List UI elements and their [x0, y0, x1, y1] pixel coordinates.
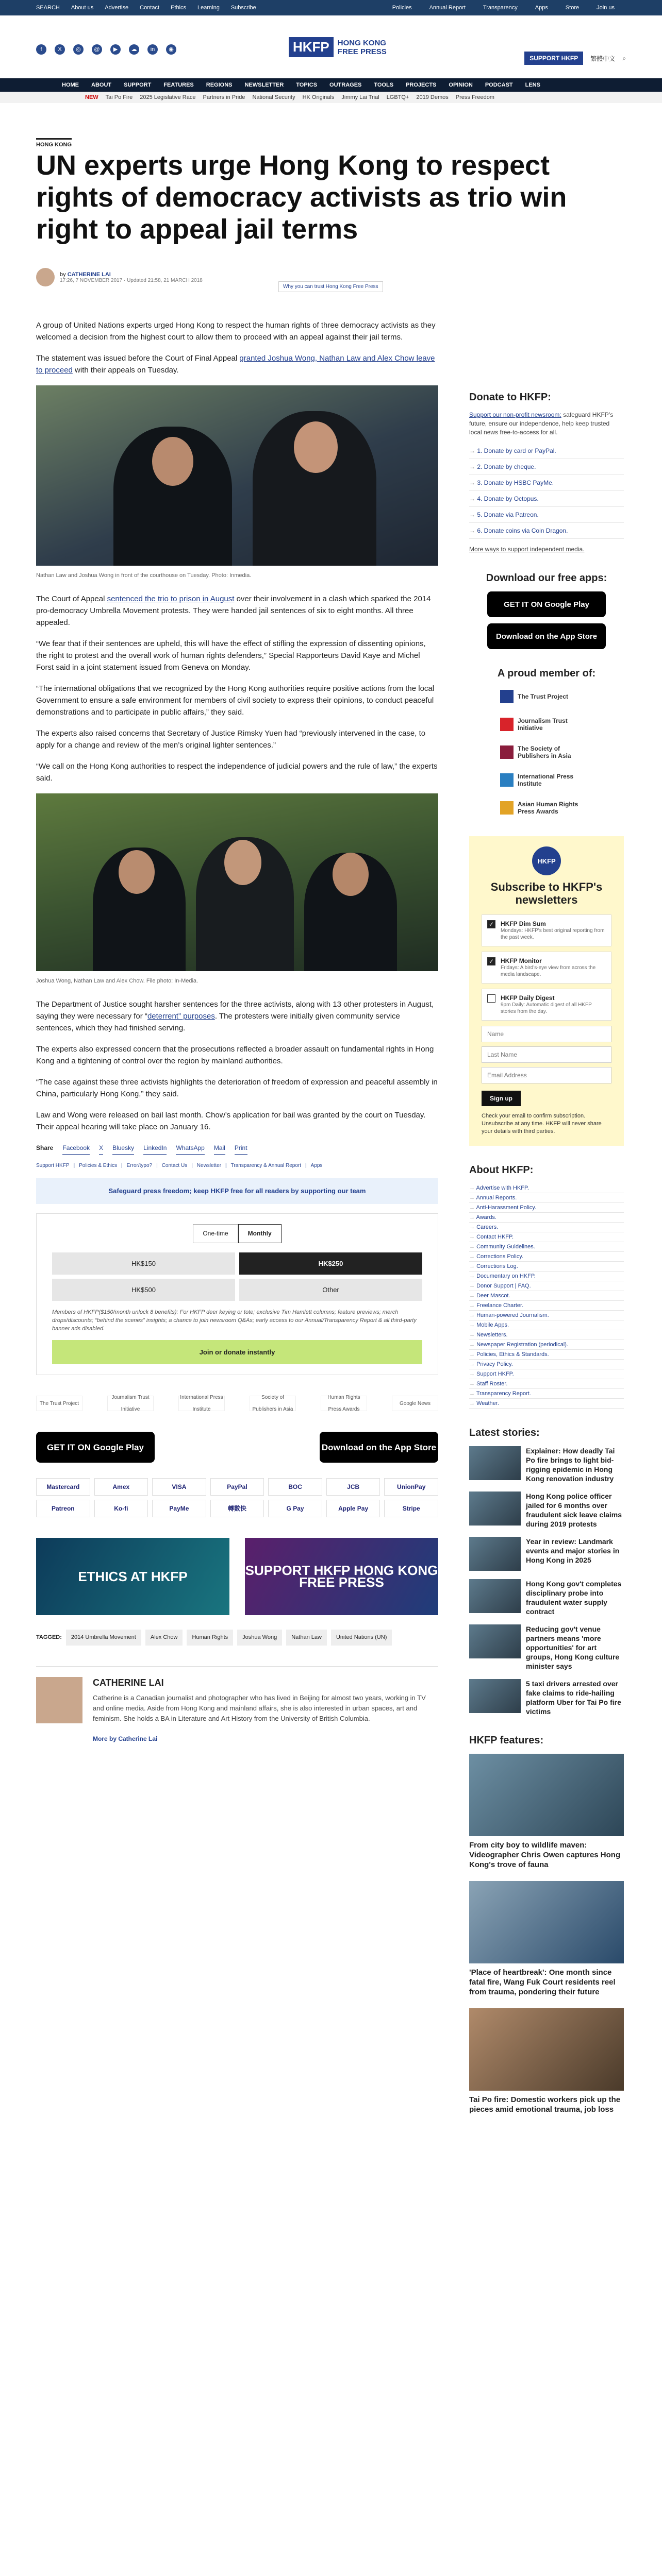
member-logo[interactable]: [500, 687, 593, 706]
donate-option[interactable]: → 1. Donate by card or PayPal.: [469, 443, 624, 459]
story-title[interactable]: Hong Kong gov't completes disciplinary probe into fraudulent water supply contract: [526, 1580, 622, 1616]
support-banner[interactable]: Safeguard press freedom; keep HKFP free for all readers by supporting our team: [36, 1178, 438, 1204]
sub-navigation: [0, 92, 662, 103]
share-x[interactable]: X: [99, 1142, 103, 1155]
nav-item[interactable]: SUPPORT: [124, 82, 152, 88]
facebook-icon[interactable]: f: [36, 44, 46, 55]
sidebar-heading: Latest stories:: [469, 1427, 540, 1438]
topbar-item[interactable]: About us: [71, 5, 94, 11]
paragraph: “The case against these three activists highlights the deterioration of freedom of expression and peaceful assembly in China, particularly Hong Kong,” they said.: [36, 1078, 438, 1098]
feature-title[interactable]: From city boy to wildlife maven: Videographer Chris Owen captures Hong Kong's trove of fauna: [469, 1841, 621, 1869]
option-name: HKFP Monitor: [501, 957, 542, 964]
about-link[interactable]: → Mobile Apps.: [469, 1320, 624, 1330]
nav-item[interactable]: REGIONS: [206, 82, 233, 88]
inline-link[interactable]: sentenced the trio to prison in August: [107, 595, 235, 603]
topbar-item[interactable]: Advertise: [105, 5, 129, 11]
option-name: HKFP Daily Digest: [501, 994, 555, 1002]
member-logo-mark: [500, 745, 514, 759]
latest-story[interactable]: [469, 1446, 624, 1483]
threads-icon[interactable]: @: [92, 44, 102, 55]
paragraph: The experts also expressed concern that the prosecutions reflected a broader assault on fundamental rights in Hong Kong and a tightening of control over the region by mainland authorities.: [36, 1045, 434, 1065]
paragraph: The experts also raised concerns that Secretary of Justice Rimsky Yuen had “previously intervened in the case, to apply for a change and review of the men’s original lighter sentences.”: [36, 729, 426, 750]
signup-button[interactable]: Sign up: [482, 1091, 521, 1106]
site-logo[interactable]: [289, 37, 387, 57]
option-name: HKFP Dim Sum: [501, 920, 546, 927]
nav-item[interactable]: LENS: [525, 82, 540, 88]
member-logo-text: The Trust Project: [518, 693, 569, 700]
nav-item[interactable]: HOME: [62, 82, 79, 88]
section-tag[interactable]: HONG KONG: [36, 138, 72, 148]
topbar-item[interactable]: SEARCH: [36, 5, 60, 11]
sidebar-heading: HKFP features:: [469, 1735, 544, 1746]
trust-link[interactable]: Why you can trust Hong Kong Free Press: [278, 281, 383, 292]
about-link[interactable]: → Staff Roster.: [469, 1379, 624, 1389]
sidebar-heading: Donate to HKFP:: [469, 392, 551, 403]
article-headline: UN experts urge Hong Kong to respect rights of democracy activists as trio win right to appeal jail terms: [36, 150, 567, 245]
nav-item[interactable]: TOPICS: [296, 82, 318, 88]
article-photo: [36, 793, 438, 971]
amount-option-selected[interactable]: HK$250: [239, 1252, 422, 1275]
story-thumbnail: [469, 1492, 521, 1526]
newsletter-note: Check your email to confirm subscription. Unsubscribe at any time. HKFP will never share your details with third parties.: [482, 1113, 602, 1134]
promo-support[interactable]: SUPPORT HKFP HONG KONG FREE PRESS: [245, 1538, 438, 1615]
subnav-item[interactable]: Tai Po Fire: [105, 94, 133, 100]
about-link[interactable]: → Policies, Ethics & Standards.: [469, 1350, 624, 1360]
payment-logo[interactable]: Amex: [94, 1478, 148, 1496]
newsletter-logo: HKFP: [532, 846, 561, 875]
about-link[interactable]: → Annual Reports.: [469, 1193, 624, 1203]
text: The Court of Appeal: [36, 595, 107, 603]
support-button[interactable]: SUPPORT HKFP: [524, 52, 583, 65]
text: safeguard HKFP’s future, ensure our independence, help keep trusted local news free-to-access for all.: [469, 411, 614, 436]
option-desc: 9pm Daily: Automatic digest of all HKFP stories from the day.: [501, 1002, 592, 1014]
subnav-item[interactable]: National Security: [252, 94, 295, 100]
byline-text: [60, 272, 203, 283]
paragraph: [36, 593, 438, 629]
donate-option[interactable]: → 5. Donate via Patreon.: [469, 507, 624, 523]
top-utility-bar: [0, 0, 662, 15]
membership-note: Members of HKFP($150/month unlock 8 benefits): For HKFP deer keying or tote; exclusive Tim Hamlett columns; feature previews; merch drops/discounts; “behind the scenes” insights; a chance to join newsroom Q&As; early access to our Annual/Transparency Report & all third-party banner ads disabled.: [52, 1309, 417, 1332]
latest-stories: [469, 1427, 624, 1716]
article-body: [36, 319, 438, 1745]
latest-story[interactable]: [469, 1579, 624, 1616]
partner-logo[interactable]: Human Rights Press Awards: [321, 1396, 367, 1411]
payment-logo[interactable]: VISA: [152, 1478, 206, 1496]
sidebar: [469, 392, 624, 2133]
text: . The protesters were initially given community service sentences, which they had finished serving.: [36, 1012, 400, 1032]
logo-text-line: FREE PRESS: [337, 47, 387, 56]
text: with their appeals on Tuesday.: [72, 366, 179, 375]
topbar-right-item[interactable]: Annual Report: [429, 5, 466, 11]
option-desc: Fridays: A bird's-eye view from across the media landscape.: [501, 965, 596, 977]
publish-date: 17:26, 7 NOVEMBER 2017 · Updated 21:58, 21 MARCH 2018: [60, 277, 203, 283]
payment-logo[interactable]: Patreon: [36, 1500, 90, 1517]
story-thumbnail: [469, 1537, 521, 1571]
story-thumbnail: [469, 1624, 521, 1658]
payment-logo[interactable]: UnionPay: [384, 1478, 438, 1496]
author-photo[interactable]: [36, 1677, 82, 1723]
payment-logo[interactable]: 轉數快: [210, 1500, 264, 1517]
subnav-item[interactable]: Press Freedom: [455, 94, 494, 100]
more-by-author-link[interactable]: More by Catherine Lai: [93, 1735, 158, 1742]
new-badge: NEW: [85, 94, 98, 100]
nav-item[interactable]: PROJECTS: [406, 82, 437, 88]
byline: [36, 268, 203, 286]
amount-option[interactable]: HK$150: [52, 1252, 235, 1275]
subnav-item[interactable]: 2019 Demos: [416, 94, 449, 100]
partner-logos: [36, 1396, 438, 1411]
latest-story[interactable]: [469, 1492, 624, 1529]
member-logo[interactable]: [500, 715, 593, 734]
about-link[interactable]: → Awards.: [469, 1213, 624, 1223]
about-link[interactable]: → Advertise with HKFP.: [469, 1183, 624, 1193]
tag[interactable]: Nathan Law: [286, 1630, 327, 1646]
site-header: [0, 15, 662, 78]
about-link[interactable]: → Donor Support | FAQ.: [469, 1281, 624, 1291]
donate-section: [469, 392, 624, 554]
bluesky-icon[interactable]: ☁: [129, 44, 139, 55]
share-facebook[interactable]: Facebook: [62, 1142, 90, 1155]
tag[interactable]: 2014 Umbrella Movement: [66, 1630, 141, 1646]
payment-logo[interactable]: BOC: [268, 1478, 322, 1496]
member-section: [469, 668, 624, 818]
topbar-right-item[interactable]: Join us: [597, 5, 615, 11]
member-logo[interactable]: [500, 770, 593, 790]
support-link[interactable]: Policies & Ethics: [79, 1163, 118, 1168]
about-link[interactable]: → Weather.: [469, 1399, 624, 1409]
newsletter-option[interactable]: [482, 952, 611, 984]
member-logo-mark: [500, 690, 514, 703]
option-text: [501, 920, 606, 941]
join-button[interactable]: Join or donate instantly: [52, 1340, 422, 1364]
feature-image[interactable]: [469, 2008, 624, 2091]
toggle-one-time[interactable]: One-time: [193, 1224, 238, 1243]
last-name-input[interactable]: [482, 1046, 611, 1063]
author-link[interactable]: CATHERINE LAI: [67, 271, 111, 278]
text: over their involvement in a clash which sparked the 2014 pro-democracy Umbrella Movement protests. They were handed jail sentences of six to eight months. All three appealed.: [36, 595, 431, 627]
nav-item[interactable]: PODCAST: [485, 82, 513, 88]
support-link[interactable]: Contact Us: [161, 1163, 188, 1168]
paragraph: A group of United Nations experts urged Hong Kong to respect the human rights of three democracy activists as they welcomed a decision from the highest court to allow them to proceed with an appeal against their jail terms.: [36, 321, 436, 342]
about-link[interactable]: → Newsletters.: [469, 1330, 624, 1340]
share-linkedin[interactable]: LinkedIn: [143, 1142, 167, 1155]
amount-option[interactable]: Other: [239, 1279, 422, 1301]
toggle-monthly[interactable]: Monthly: [238, 1224, 282, 1243]
frequency-toggle: [52, 1224, 422, 1243]
support-links: Support HKFP | Policies & Ethics | Error/typo? | Contact Us | Newsletter | Transparency & Annual Report | Apps: [36, 1160, 438, 1172]
about-link[interactable]: → Freelance Charter.: [469, 1301, 624, 1311]
newsletter-option[interactable]: [482, 989, 611, 1021]
story-thumbnail: [469, 1679, 521, 1713]
share-bluesky[interactable]: Bluesky: [112, 1142, 134, 1155]
member-logo-text: Journalism Trust Initiative: [518, 717, 568, 732]
linkedin-icon[interactable]: in: [147, 44, 158, 55]
newsletter-option[interactable]: [482, 914, 611, 946]
donate-option[interactable]: → 4. Donate by Octopus.: [469, 491, 624, 507]
amount-option[interactable]: HK$500: [52, 1279, 235, 1301]
app-store-badge[interactable]: Download on the App Store: [487, 623, 606, 649]
donate-intro-link[interactable]: Support our non-profit newsroom:: [469, 411, 561, 418]
tag[interactable]: Alex Chow: [145, 1630, 183, 1646]
payment-logo[interactable]: JCB: [326, 1478, 380, 1496]
amount-options: [52, 1252, 422, 1301]
topbar-right-item[interactable]: Policies: [392, 5, 412, 11]
checkbox-icon[interactable]: [487, 994, 495, 1003]
payment-logo[interactable]: Apple Pay: [326, 1500, 380, 1517]
tags-label: TAGGED:: [36, 1634, 62, 1640]
photo-face: [224, 840, 261, 885]
about-link[interactable]: → Community Guidelines.: [469, 1242, 624, 1252]
share-mail[interactable]: Mail: [214, 1142, 225, 1155]
header-actions: [524, 52, 626, 65]
about-section: [469, 1164, 624, 1409]
article-photo: [36, 385, 438, 566]
photo-face: [119, 850, 155, 894]
photo-face: [333, 853, 369, 896]
donate-option[interactable]: → 3. Donate by HSBC PayMe.: [469, 475, 624, 491]
member-logo[interactable]: [500, 798, 593, 818]
story-thumbnail: [469, 1579, 521, 1613]
story-title[interactable]: 5 taxi drivers arrested over fake claims to ride-hailing platform Uber for Tai Po fire victims: [526, 1680, 621, 1716]
donate-widget: [36, 1213, 438, 1375]
first-name-input[interactable]: [482, 1026, 611, 1042]
logo-text: [338, 39, 387, 56]
share-whatsapp[interactable]: WhatsApp: [176, 1142, 204, 1155]
paragraph: “We call on the Hong Kong authorities to respect the independence of judicial powers and the rule of law,” the experts said.: [36, 762, 438, 783]
feature-image[interactable]: [469, 1881, 624, 1963]
latest-story[interactable]: [469, 1624, 624, 1671]
nav-item[interactable]: TOOLS: [374, 82, 394, 88]
google-play-badge[interactable]: GET IT ON Google Play: [36, 1432, 155, 1463]
about-link[interactable]: → Corrections Log.: [469, 1262, 624, 1272]
newsletter-signup: [469, 836, 624, 1146]
topbar-item[interactable]: Subscribe: [230, 5, 256, 11]
text: The statement was issued before the Court of Final Appeal: [36, 354, 240, 363]
topbar-right: [392, 5, 626, 11]
nav-item[interactable]: OPINION: [449, 82, 473, 88]
latest-story[interactable]: [469, 1537, 624, 1571]
logo-text-line: HONG KONG: [337, 38, 386, 47]
about-link[interactable]: → Contact HKFP.: [469, 1232, 624, 1242]
topbar-item[interactable]: Contact: [140, 5, 160, 11]
about-link[interactable]: → Newspaper Registration (periodical).: [469, 1340, 624, 1350]
x-icon[interactable]: X: [55, 44, 65, 55]
member-logo[interactable]: [500, 742, 593, 762]
about-link[interactable]: → Careers.: [469, 1223, 624, 1232]
support-link[interactable]: Apps: [310, 1163, 323, 1168]
sidebar-heading: Download our free apps:: [486, 572, 607, 584]
photo-background: [36, 385, 438, 566]
payment-logo[interactable]: PayPal: [210, 1478, 264, 1496]
payment-methods: [36, 1478, 438, 1517]
checkbox-checked-icon[interactable]: ✓: [487, 920, 495, 928]
paragraph: [36, 998, 438, 1034]
paragraph: “The international obligations that we recognized by the Hong Kong authorities require positive actions from the local Government to ensure a safe environment for members of civil society to express their opinions, to conduct peaceful demonstrations and to participate in public affairs,” they said.: [36, 684, 435, 717]
payment-logo[interactable]: Mastercard: [36, 1478, 90, 1496]
text: The Department of Justice sought harsher sentences for the three activists, along with 13 other protesters in August, saying they were necessary for “: [36, 1000, 434, 1021]
story-thumbnail: [469, 1446, 521, 1480]
member-logo-text: The Society of Publishers in Asia: [518, 745, 571, 759]
about-link[interactable]: → Support HKFP.: [469, 1369, 624, 1379]
member-logo-mark: [500, 801, 514, 815]
sidebar-heading: A proud member of:: [497, 668, 596, 679]
donate-option[interactable]: → 2. Donate by cheque.: [469, 459, 624, 475]
about-link[interactable]: → Documentary on HKFP.: [469, 1272, 624, 1281]
app-store-badges: [36, 1432, 438, 1463]
about-link[interactable]: → Privacy Policy.: [469, 1360, 624, 1369]
rss-icon[interactable]: ◉: [166, 44, 176, 55]
features-section: [469, 1735, 624, 2114]
checkbox-checked-icon[interactable]: ✓: [487, 957, 495, 965]
nav-item[interactable]: ABOUT: [91, 82, 112, 88]
apps-section: [469, 572, 624, 649]
feature-image[interactable]: [469, 1754, 624, 1836]
promo-banners: [36, 1538, 438, 1615]
author-name[interactable]: CATHERINE LAI: [93, 1677, 164, 1688]
language-link[interactable]: 繁體中文: [590, 55, 616, 62]
subnav-item[interactable]: Partners in Pride: [203, 94, 245, 100]
share-bar: [36, 1142, 438, 1155]
story-title[interactable]: Explainer: How deadly Tai Po fire brings to light bid-rigging epidemic in Hong Kong renovation industry: [526, 1447, 615, 1483]
share-label: Share: [36, 1144, 54, 1151]
photo-caption: Joshua Wong, Nathan Law and Alex Chow. File photo: In-Media.: [36, 978, 198, 984]
member-logo-text: Asian Human Rights Press Awards: [518, 801, 578, 815]
photo-caption: Nathan Law and Joshua Wong in front of the courthouse on Tuesday. Photo: Inmedia.: [36, 572, 252, 579]
about-link[interactable]: → Corrections Policy.: [469, 1252, 624, 1262]
donate-option[interactable]: → 6. Donate coins via Coin Dragon.: [469, 523, 624, 539]
tag[interactable]: Human Rights: [187, 1630, 233, 1646]
option-text: [501, 957, 606, 978]
feature-title[interactable]: Tai Po fire: Domestic workers pick up the pieces amid emotional trauma, job loss: [469, 2095, 621, 2114]
latest-story[interactable]: [469, 1679, 624, 1716]
nav-item[interactable]: FEATURES: [163, 82, 194, 88]
nav-item[interactable]: OUTRAGES: [329, 82, 362, 88]
about-link[interactable]: → Transparency Report.: [469, 1389, 624, 1399]
about-link[interactable]: → Human-powered Journalism.: [469, 1311, 624, 1320]
search-icon[interactable]: ⌕: [622, 54, 626, 62]
partner-logo[interactable]: The Trust Project: [36, 1396, 82, 1411]
subnav-item[interactable]: Jimmy Lai Trial: [341, 94, 379, 100]
author-bio: Catherine is a Canadian journalist and photographer who has lived in Beijing for almost two years, working in TV and online media. Aside from Hong Kong and mainland affairs, she is also interested in urban spaces, art and feminism. She holds a BA in Literature and Art History from the University of British Columbia.: [93, 1694, 426, 1722]
story-title[interactable]: Reducing gov't venue partners means 'more opportunities' for art groups, Hong Kong culture minister says: [526, 1625, 620, 1670]
paragraph: Law and Wong were released on bail last month. Chow’s application for bail was granted by the court on Tuesday. Their appeal hearing will take place on January 16.: [36, 1111, 426, 1131]
support-link[interactable]: Transparency & Annual Report: [230, 1163, 302, 1168]
support-link[interactable]: Newsletter: [196, 1163, 222, 1168]
payment-logo[interactable]: PayMe: [152, 1500, 206, 1517]
byline-prefix: by: [60, 271, 66, 278]
topbar-right-item[interactable]: Apps: [535, 5, 548, 11]
support-link[interactable]: Support HKFP: [36, 1163, 70, 1168]
member-logo-mark: [500, 718, 514, 731]
inline-link[interactable]: granted Joshua Wong, Nathan Law and Alex Chow leave to proceed: [36, 354, 435, 375]
payment-logo[interactable]: Ko-fi: [94, 1500, 148, 1517]
about-link[interactable]: → Anti-Harassment Policy.: [469, 1203, 624, 1213]
feature-title[interactable]: 'Place of heartbreak': One month since fatal fire, Wang Fuk Court residents reel from trauma, pondering their future: [469, 1968, 616, 1996]
option-desc: Mondays: HKFP's best original reporting from the past week.: [501, 928, 605, 940]
payment-logo[interactable]: G Pay: [268, 1500, 322, 1517]
topbar-item[interactable]: Ethics: [171, 5, 187, 11]
author-info: [93, 1677, 438, 1745]
donate-options: [469, 443, 624, 539]
email-input[interactable]: [482, 1067, 611, 1083]
logo-mark: HKFP: [289, 37, 334, 57]
paragraph: “We fear that if their sentences are upheld, this will have the effect of stifling the expression of dissenting opinions, the right to protest and the overall work of human rights defenders,” Special Rapporteurs David Kaye and Michel Forst said in a joint statement issued from Geneva on Monday.: [36, 639, 426, 672]
payment-logo[interactable]: Stripe: [384, 1500, 438, 1517]
partner-logo[interactable]: Society of Publishers in Asia: [250, 1396, 296, 1411]
tag[interactable]: United Nations (UN): [331, 1630, 392, 1646]
author-box: [36, 1666, 438, 1745]
instagram-icon[interactable]: ◎: [73, 44, 84, 55]
about-links: [469, 1183, 624, 1409]
photo-face: [294, 421, 338, 473]
partner-logo[interactable]: Journalism Trust Initiative: [107, 1396, 154, 1411]
app-store-badge[interactable]: Download on the App Store: [320, 1432, 438, 1463]
partner-logo[interactable]: Google News: [392, 1396, 438, 1411]
youtube-icon[interactable]: ▶: [110, 44, 121, 55]
tag[interactable]: Joshua Wong: [237, 1630, 282, 1646]
photo-face: [152, 437, 193, 486]
topbar-right-item[interactable]: Transparency: [483, 5, 518, 11]
paragraph: [36, 352, 438, 376]
sidebar-heading: About HKFP:: [469, 1164, 534, 1176]
topbar-item[interactable]: Learning: [197, 5, 220, 11]
subnav-item[interactable]: HK Originals: [302, 94, 335, 100]
main-navigation: [0, 78, 662, 92]
subnav-item[interactable]: 2025 Legislative Race: [140, 94, 196, 100]
topbar-right-item[interactable]: Store: [565, 5, 580, 11]
social-links: [36, 44, 176, 55]
article-tags: [36, 1630, 438, 1646]
partner-logo[interactable]: International Press Institute: [178, 1396, 225, 1411]
inline-link[interactable]: deterrent” purposes: [147, 1012, 215, 1021]
subnav-item[interactable]: LGBTQ+: [386, 94, 409, 100]
nav-item[interactable]: NEWSLETTER: [244, 82, 284, 88]
share-print[interactable]: Print: [235, 1142, 247, 1155]
option-text: [501, 994, 606, 1015]
member-logo-text: International Press Institute: [518, 773, 574, 787]
member-logo-mark: [500, 773, 514, 787]
google-play-badge[interactable]: GET IT ON Google Play: [487, 591, 606, 617]
donate-intro: [469, 411, 624, 437]
support-link[interactable]: Error/typo?: [126, 1163, 153, 1168]
about-link[interactable]: → Deer Mascot.: [469, 1291, 624, 1301]
story-title[interactable]: Year in review: Landmark events and major stories in Hong Kong in 2025: [526, 1537, 620, 1564]
author-avatar[interactable]: [36, 268, 55, 286]
newsletter-title: Subscribe to HKFP's newsletters: [490, 880, 603, 906]
promo-ethics[interactable]: ETHICS AT HKFP: [36, 1538, 229, 1615]
more-ways-link[interactable]: More ways to support independent media.: [469, 546, 585, 553]
story-title[interactable]: Hong Kong police officer jailed for 6 months over fraudulent sick leave claims during 2019 protests: [526, 1492, 622, 1528]
